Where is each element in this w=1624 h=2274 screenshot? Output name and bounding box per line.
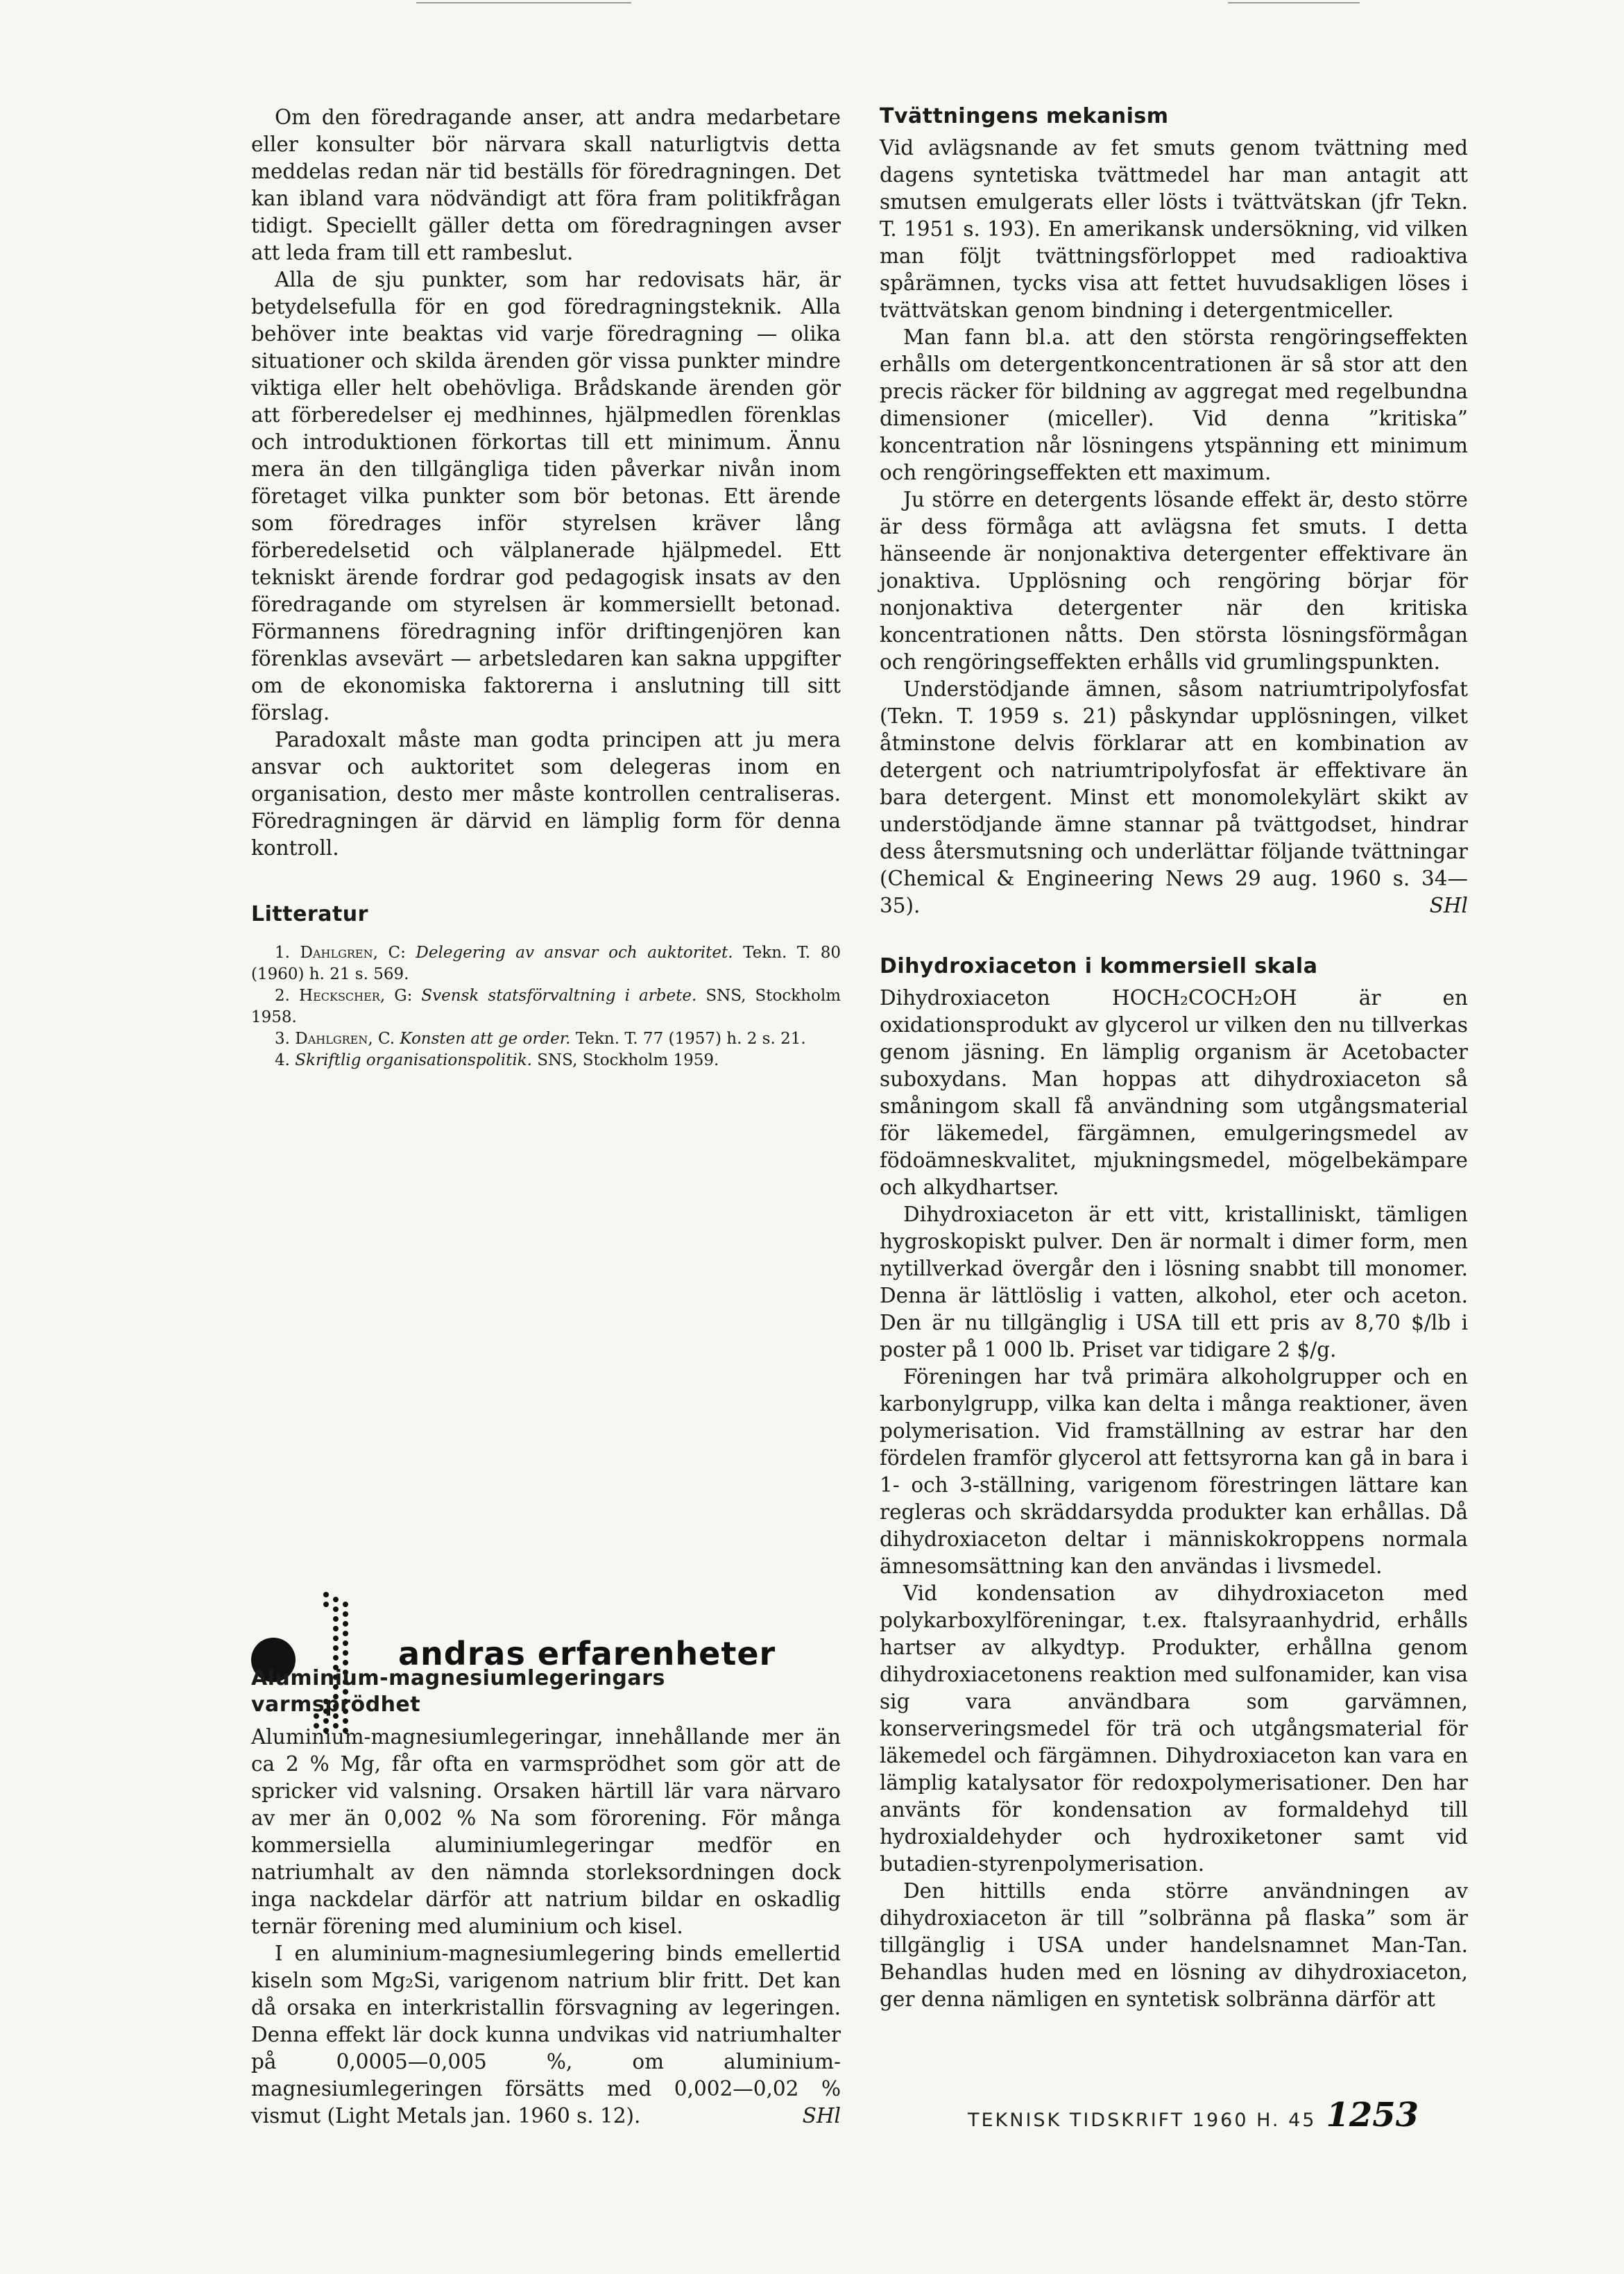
dihydroxy-article-heading: Dihydroxiaceton i kommersiell skala	[880, 954, 1318, 978]
article-paragraph: I en aluminium-magnesiumlegering binds emellertid kiseln som Mg₂Si, varigenom natrium blir fritt. Det kan då orsaka en interkristallin försvagning av legeringen. Denna effekt lär dock kunna undvikas vid natriumhalter på 0,0005—0,005 %, om aluminium-magnesiumlegeringen försätts med 0,002—0,02 % vismut (Light Metals jan. 1960 s. 12). SHl	[251, 1940, 841, 2130]
top-edge-rule-right	[1228, 2, 1360, 3]
left-column	[251, 104, 841, 1071]
top-edge-rule	[416, 2, 631, 3]
article-signature: SHl	[802, 2104, 841, 2128]
section-banner-title: andras erfarenheter	[398, 1635, 776, 1672]
literature-list	[251, 942, 841, 1071]
literature-ref: 3. Dahlgren, C. Konsten att ge order. Tekn. T. 77 (1957) h. 2 s. 21.	[275, 1030, 806, 1048]
left-paragraph: Paradoxalt måste man godta principen att ju mera ansvar och auktoritet som delegeras inom en organisation, desto mer måste kontrollen centraliseras. Föredragningen är därvid en lämplig form för denna kontroll.	[251, 728, 841, 860]
left-paragraph: Om den föredragande anser, att andra medarbetare eller konsulter bör närvara skall naturligtvis detta meddelas redan när tid beställs för föredragningen. Det kan ibland vara nödvändigt att föra fram politikfrågan tidigt. Speciellt gäller detta om föredragningen avser att leda fram till ett rambeslut.	[251, 105, 841, 264]
article-paragraph: Vid avlägsnande av fet smuts genom tvättning med dagens syntetiska tvättmedel har man antagit att smutsen emulgerats eller lösts i tvättvätskan (jfr Tekn. T. 1951 s. 193). En amerikansk undersökning, vid vilken man följt tvättningsförloppet med radioaktiva spårämnen, tycks visa att fettet huvudsakligen löses i tvättvätskan genom bindning i detergentmiceller.	[880, 136, 1468, 322]
page-number: 1253	[1326, 2096, 1419, 2135]
left-paragraph: Alla de sju punkter, som har redovisats här, är betydelsefulla för en god föredragningsteknik. Alla behöver inte beaktas vid varje föredragning — olika situationer och skilda ärenden gör vissa punkter mindre viktiga eller helt obehövliga. Brådskande ärenden gör att förberedelser ej medhinnes, hjälpmedlen förenklas och introduktionen förkortas till ett minimum. Ännu mera än den tillgängliga tiden påverkar nivån inom företaget vilka punkter som bör betonas. Ett ärende som föredrages inför styrelsen kräver lång förberedelsetid och välplanerade hjälpmedel. Ett tekniskt ärende fordrar god pedagogisk insats av den föredragande om styrelsen är kommersiellt betonad. Förmannens föredragning inför driftingenjören kan förenklas avsevärt — arbetsledaren kan sakna uppgifter om de ekonomiska faktorerna i anslutning till sitt förslag.	[251, 268, 841, 724]
washing-article-heading: Tvättningens mekanism	[880, 104, 1169, 128]
page-footer	[968, 2096, 1419, 2135]
article-paragraph: Understödjande ämnen, såsom natriumtripolyfosfat (Tekn. T. 1959 s. 21) påskyndar upplösningen, vilket åtminstone delvis förklarar att en kombination av detergent och natriumtripolyfosfat är effektivare än bara detergent. Minst ett monomolekylärt skikt av understödjande ämne stannar på tvättgodset, hindrar dess återsmutsning och underlättar följande tvättningar (Chemical & Engineering News 29 aug. 1960 s. 34—35). SHl	[880, 676, 1468, 919]
literature-ref: 4. Skriftlig organisationspolitik. SNS, Stockholm 1959.	[275, 1051, 719, 1069]
article-paragraph: Aluminium-magnesiumlegeringar, innehållande mer än ca 2 % Mg, får ofta en varmsprödhet som gör att de spricker vid valsning. Orsaken härtill lär vara närvaro av mer än 0,002 % Na som förorening. För många kommersiella aluminiumlegeringar medför en natriumhalt av den nämnda storleksordningen dock inga nackdelar därför att natrium bildar en oskadlig ternär förening med aluminium och kisel.	[251, 1725, 841, 1938]
article-paragraph: Dihydroxiaceton är ett vitt, kristalliniskt, tämligen hygroskopiskt pulver. Den är normalt i dimer form, men nytillverkad övergår den i lösning snabbt till monomer. Denna är lättlöslig i vatten, alkohol, eter och aceton. Den är nu tillgänglig i USA till ett pris av 8,70 $/lb i poster på 1 000 lb. Priset var tidigare 2 $/g.	[880, 1203, 1468, 1361]
article-paragraph: Vid kondensation av dihydroxiaceton med polykarboxylföreningar, t.ex. ftalsyraanhydrid, erhålls hartser av alkydtyp. Produkter, erhållna genom dihydroxiacetonens reaktion med sulfonamider, kan visa sig vara användbara som garvämnen, konserveringsmedel för trä och utgångsmaterial för läkemedel och färgämnen. Dihydroxiaceton kan vara en lämplig katalysator för redoxpolymerisationer. Den har använts för kondensation av formaldehyd till hydroxialdehyder och hydroxiketoner samt vid butadien-styrenpolymerisation.	[880, 1581, 1468, 1876]
article-paragraph: Den hittills enda större användningen av dihydroxiaceton är till ”solbränna på flaska” som är tillgänglig i USA under handelsnamnet Man-Tan. Behandlas huden med en lösning av dihydroxiaceton, ger denna nämligen en syntetisk solbränna därför att	[880, 1879, 1468, 2011]
aluminium-article-heading: Aluminium-magnesiumlegeringars varmsprödhet	[251, 1666, 665, 1717]
journal-name: TEKNISK TIDSKRIFT 1960 H. 45	[968, 2110, 1317, 2131]
article-paragraph: Föreningen har två primära alkoholgrupper och en karbonylgrupp, vilka kan delta i många reaktioner, även polymerisation. Vid framställning av estrar har den fördelen framför glycerol att fettsyrorna kan gå in bara i 1- och 3-ställning, varigenom förestringen lättare kan regleras och skräddarsydda produkter kan erhållas. Då dihydroxiaceton deltar i människokroppens normala ämnesomsättning kan den användas i livsmedel.	[880, 1365, 1468, 1578]
article-signature: SHl	[1429, 894, 1468, 917]
aluminium-article	[251, 1665, 841, 2130]
literature-heading: Litteratur	[251, 902, 368, 926]
literature-ref: 2. Heckscher, G: Svensk statsförvaltning i arbete. SNS, Stockholm 1958.	[251, 987, 841, 1026]
article-paragraph: Dihydroxiaceton HOCH₂COCH₂OH är en oxidationsprodukt av glycerol ur vilken den nu tillverkas genom jäsning. En lämplig organism är Acetobacter suboxydans. Man hoppas att dihydroxiaceton så småningom skall få användning som utgångsmaterial för läkemedel, färgämnen, emulgeringsmedel av födoämneskvalitet, mjukningsmedel, mögelbekämpare och alkydhartser.	[880, 986, 1468, 1199]
article-paragraph: Ju större en detergents lösande effekt är, desto större är dess förmåga att avlägsna fet smuts. I detta hänseende är nonjonaktiva detergenter effektivare än jonaktiva. Upplösning och rengöring börjar för nonjonaktiva detergenter när den kritiska koncentrationen nåtts. Den största lösningsförmågan och rengöringseffekten erhålls vid grumlingspunkten.	[880, 488, 1468, 674]
right-column	[880, 104, 1468, 2013]
article-paragraph: Man fann bl.a. att den största rengöringseffekten erhålls om detergentkoncentrationen är så stor att den precis räcker för bildning av aggregat med regelbundna dimensioner (miceller). Vid denna ”kritiska” koncentration når lösningens ytspänning ett minimum och rengöringseffekten ett maximum.	[880, 325, 1468, 484]
literature-ref: 1. Dahlgren, C: Delegering av ansvar och auktoritet. Tekn. T. 80 (1960) h. 21 s. 569.	[251, 944, 841, 983]
